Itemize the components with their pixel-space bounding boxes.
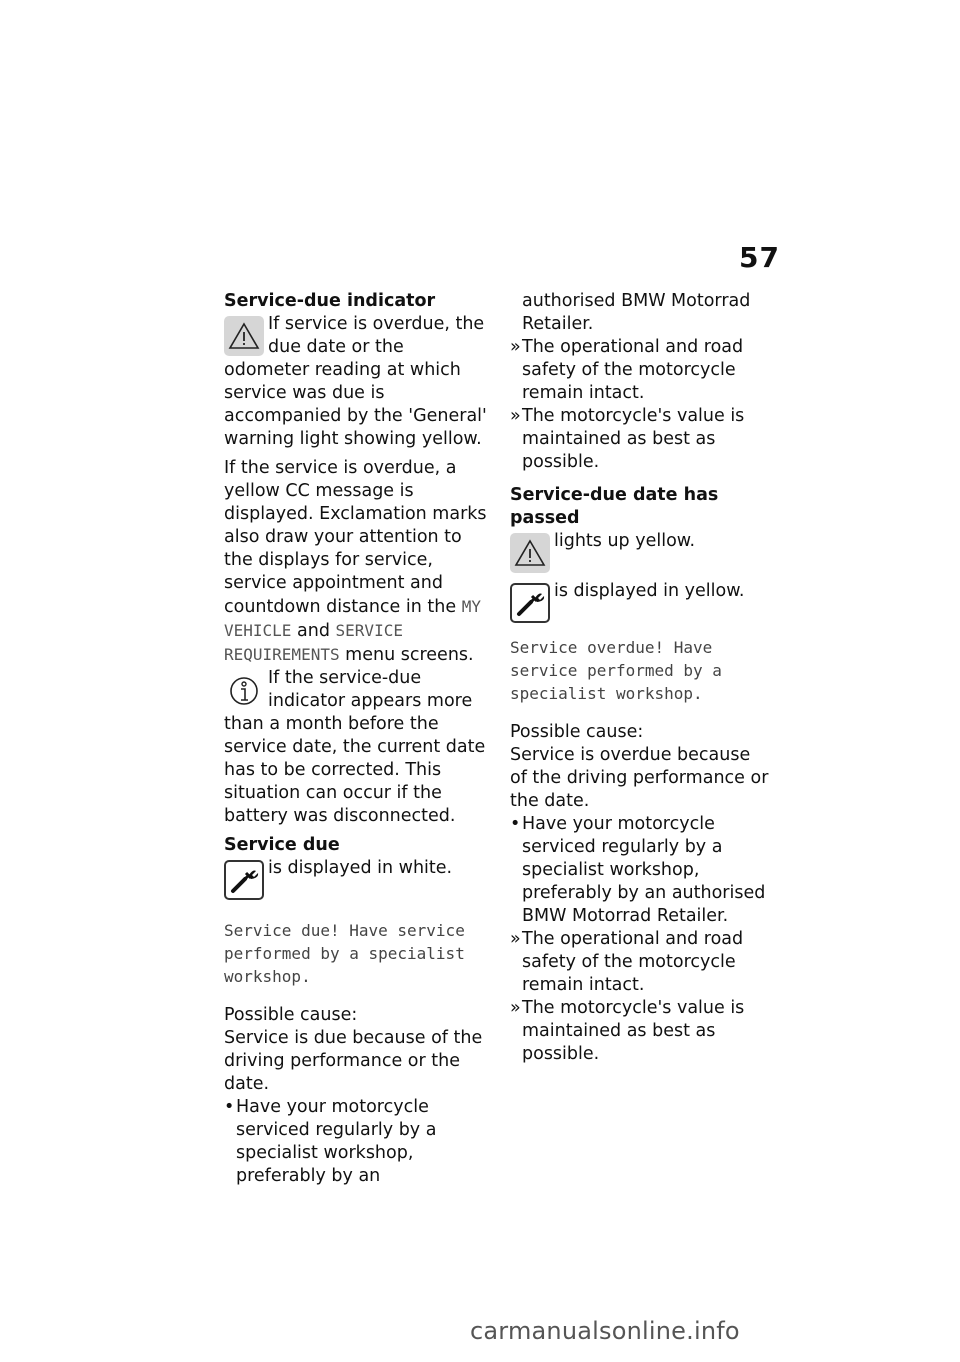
watermark: carmanualsonline.info bbox=[470, 1317, 740, 1345]
warning-note-text: lights up yellow. bbox=[554, 531, 696, 551]
warning-triangle-icon bbox=[510, 533, 550, 573]
list-item: • Have your motorcycle serviced regularly by a specialist workshop, preferably by an bbox=[224, 1096, 492, 1188]
info-icon bbox=[224, 670, 264, 710]
menu-my-vehicle: MY VEHICLE bbox=[224, 597, 481, 640]
wrench-note bbox=[510, 580, 772, 630]
heading-service-due-indicator: Service-due indicator bbox=[224, 291, 436, 311]
overdue-text: If the service is overdue, a yellow CC message is displayed. Exclamation marks also draw your attention to the displays for service, service appointment and countdown distance in the bbox=[224, 458, 487, 617]
continued-text: authorised BMW Motorrad Retailer. bbox=[522, 291, 751, 334]
wrench-icon bbox=[224, 860, 264, 900]
heading-service-due: Service due bbox=[224, 835, 340, 855]
warning-triangle-icon bbox=[224, 316, 264, 356]
wrench-note bbox=[224, 857, 492, 913]
left-column bbox=[224, 290, 492, 1188]
service-overdue-message: Service overdue! Have service performed by a specialist workshop. bbox=[510, 638, 722, 703]
possible-cause-text: Service is due because of the driving performance or the date. bbox=[224, 1028, 483, 1094]
possible-cause-label: Possible cause: bbox=[510, 722, 644, 742]
possible-cause-text: Service is overdue because of the driving performance or the date. bbox=[510, 745, 769, 811]
page-number: 57 bbox=[739, 241, 780, 274]
service-due-message: Service due! Have service performed by a specialist workshop. bbox=[224, 921, 465, 986]
heading-service-due-date-passed: Service-due date has passed bbox=[510, 485, 719, 528]
right-column bbox=[510, 290, 772, 1066]
list-item: » The operational and road safety of the motorcycle remain intact. bbox=[510, 928, 772, 997]
overdue-paragraph bbox=[224, 457, 492, 667]
wrench-note-text: is displayed in white. bbox=[268, 858, 453, 878]
info-note-text: If the service-due indicator appears more than a month before the service date, the current date has to be corrected. This situation can occur if the battery was disconnected. bbox=[224, 668, 486, 826]
warning-note bbox=[510, 530, 772, 580]
menu-service-requirements: SERVICE REQUIREMENTS bbox=[224, 621, 403, 664]
warning-note bbox=[224, 313, 492, 451]
wrench-note-text: is displayed in yellow. bbox=[554, 581, 745, 601]
warning-note-text: If service is overdue, the due date or the odometer reading at which service was due is accompanied by the 'General' warning light showing yellow. bbox=[224, 314, 487, 449]
list-item: » The motorcycle's value is maintained as best as possible. bbox=[510, 997, 772, 1066]
info-note bbox=[224, 667, 492, 828]
list-item: » The operational and road safety of the motorcycle remain intact. bbox=[510, 336, 772, 405]
menu-suffix: menu screens. bbox=[345, 645, 474, 665]
wrench-icon bbox=[510, 583, 550, 623]
possible-cause-label: Possible cause: bbox=[224, 1005, 358, 1025]
list-item: » The motorcycle's value is maintained as best as possible. bbox=[510, 405, 772, 474]
and-text: and bbox=[297, 621, 330, 641]
list-item: • Have your motorcycle serviced regularly by a specialist workshop, preferably by an authorised BMW Motorrad Retailer. bbox=[510, 813, 772, 928]
